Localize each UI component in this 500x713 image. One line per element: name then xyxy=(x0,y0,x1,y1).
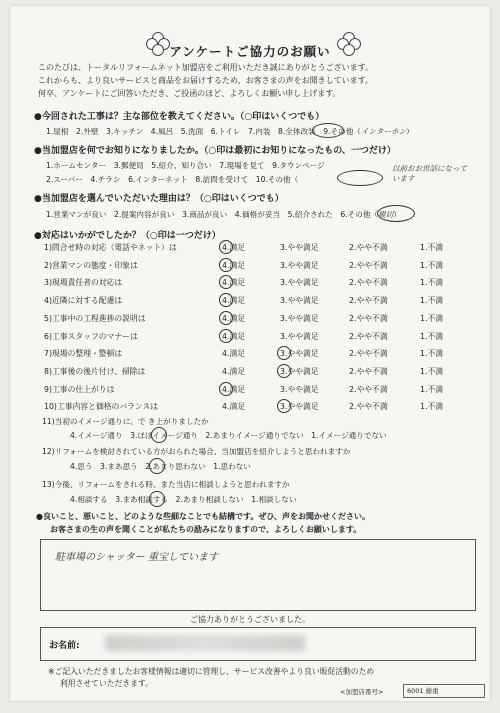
rating-option[interactable]: 3.やや満足 xyxy=(280,384,319,394)
q11-circle-mark xyxy=(151,427,167,443)
rating-question: 8)工事後の後片付け、掃除は xyxy=(44,366,146,376)
rating-question: 4)近隣に対する配慮は xyxy=(44,296,123,306)
q13-circle-mark xyxy=(149,491,165,507)
rating-row xyxy=(44,260,464,272)
rating-row xyxy=(44,366,464,378)
comment-handwritten: 駐車場のシャッター 重宝しています xyxy=(55,552,218,563)
q1-options: 1.屋根 2.外壁 3.キッチン 4.風呂 5.洗面 6.トイレ 7.内装 8.全体改装 9.その他（インターホン） xyxy=(46,127,414,136)
comment-box[interactable] xyxy=(40,539,476,611)
rating-option[interactable]: 4.満足 xyxy=(222,313,246,323)
rating-row xyxy=(44,348,464,360)
q13-options: 4.相談する 3.まあ相談する 2.あまり相談しない 1.相談しない xyxy=(70,495,297,504)
q2-circle-mark xyxy=(337,170,383,186)
q3-options: 1.営業マンが良い 2.提案内容が良い 3.商品が良い 4.価格が妥当 5.紹介された 6.その他（親切） xyxy=(46,210,401,219)
rating-option[interactable]: 3.やや満足 xyxy=(280,349,319,359)
rating-circle-mark xyxy=(219,311,233,325)
rating-question: 5)工事中の工程進捗の説明は xyxy=(44,313,146,323)
rating-option[interactable]: 1.不満 xyxy=(420,278,444,288)
rating-row xyxy=(44,401,464,413)
rating-circle-mark xyxy=(277,364,291,378)
name-label: お名前: xyxy=(49,641,80,651)
rating-option[interactable]: 1.不満 xyxy=(420,331,444,341)
rating-option[interactable]: 2.やや不満 xyxy=(349,243,388,252)
q1-handwritten: インターホン xyxy=(360,127,407,136)
rating-option[interactable]: 2.やや不満 xyxy=(349,296,388,306)
rating-option[interactable]: 4.満足 xyxy=(222,366,246,376)
rating-row xyxy=(44,331,464,343)
rating-option[interactable]: 3.やや満足 xyxy=(280,366,319,376)
rating-question: 2)営業マンの態度・印象は xyxy=(44,260,138,270)
rating-question: 6)工事スタッフのマナーは xyxy=(44,331,138,341)
rating-option[interactable]: 3.やや満足 xyxy=(280,296,319,306)
rating-row xyxy=(44,313,464,325)
q2-line2: 2.スーパー 4.チラシ 6.インターネット 8.訪問を受けて 10.その他（ xyxy=(46,175,299,184)
rating-option[interactable]: 1.不満 xyxy=(420,384,444,394)
q3-handwritten: 親切 xyxy=(378,210,394,219)
q1-label: ●今回された工事は？主な部位を教えてください。（○印はいくつでも） xyxy=(34,112,325,122)
rating-question: 1)問合せ時の対応（電話やネット）は xyxy=(44,243,177,252)
rating-option[interactable]: 4.満足 xyxy=(222,296,246,306)
footer-note-2: 利用させていただきます。 xyxy=(60,679,153,688)
q11-options: 4.イメージ通り 3.ほぼイメージ通り 2.あまりイメージ通りでない 1.イメージ通りでない xyxy=(70,431,387,440)
rating-option[interactable]: 4.満足 xyxy=(222,260,246,270)
store-code-box xyxy=(403,684,485,698)
rating-option[interactable]: 4.満足 xyxy=(222,349,246,359)
rating-option[interactable]: 4.満足 xyxy=(222,331,246,341)
q13-label: 13)今後、リフォームをされる時、また当店に相談しようと思われますか xyxy=(42,480,290,489)
store-code-label: <加盟店番号> xyxy=(340,688,384,696)
rating-circle-mark xyxy=(219,382,233,396)
rating-row xyxy=(44,384,464,396)
q4-label: ●対応はいかがでしたか？（○印は一つだけ） xyxy=(34,231,221,241)
rating-option[interactable]: 4.満足 xyxy=(222,384,246,394)
rating-question: 7)現場の整理・整頓は xyxy=(44,349,123,359)
rating-option[interactable]: 1.不満 xyxy=(420,260,444,270)
q12-circle-mark xyxy=(149,458,165,474)
survey-sheet xyxy=(10,6,490,701)
redacted-name xyxy=(105,635,305,651)
rating-row xyxy=(44,277,464,289)
rating-option[interactable]: 3.やや満足 xyxy=(280,402,319,412)
thanks-text: ご協力ありがとうございました。 xyxy=(190,615,310,624)
rating-option[interactable]: 2.やや不満 xyxy=(349,313,388,323)
q3-circle-mark xyxy=(377,205,415,222)
rating-option[interactable]: 2.やや不満 xyxy=(349,349,388,359)
rating-question: 10)工事内容と価格のバランスは xyxy=(44,402,159,412)
q3-label: ●当加盟店を選んでいただいた理由は？（○印はいくつでも） xyxy=(34,194,284,204)
rating-option[interactable]: 3.やや満足 xyxy=(280,313,319,323)
rating-option[interactable]: 3.やや満足 xyxy=(280,331,319,341)
rating-circle-mark xyxy=(219,329,233,343)
intro-text: このたびは、トータルリフォームネット加盟店をご利用いただき誠にありがとうございます。 これからも、より良いサービスと商品をお届けするため、お客さまの声をお聞きしています。 何卒、アンケートにご回答いただき、ご投函のほど、よろしくお願い申し上げます。 xyxy=(38,63,374,98)
rating-circle-mark xyxy=(219,240,233,254)
rating-option[interactable]: 1.不満 xyxy=(420,402,444,412)
q2-handwritten: 以前おお世話になっています xyxy=(392,164,467,183)
store-code-value: 6001 藤重 xyxy=(407,687,439,695)
q1-circle-mark xyxy=(312,123,344,138)
comment-label-1: ●良いこと、悪いこと、どのような些細なことでも結構です。ぜひ、声をお聞かせください。 xyxy=(36,512,371,521)
rating-option[interactable]: 1.不満 xyxy=(420,313,444,323)
rating-question: 9)工事の仕上がりは xyxy=(44,384,115,394)
page-title: アンケートご協力のお願い xyxy=(169,44,331,59)
rating-question: 3)現場責任者の対応は xyxy=(44,278,123,288)
rating-option[interactable]: 1.不満 xyxy=(420,296,444,306)
rating-option[interactable]: 2.やや不満 xyxy=(349,366,388,376)
rating-option[interactable]: 2.やや不満 xyxy=(349,384,388,394)
rating-circle-mark xyxy=(219,293,233,307)
rating-option[interactable]: 1.不満 xyxy=(420,366,444,376)
q2-label: ●当加盟店を何でお知りになりましたか。（○印は最初にお知りになったもの、一つだけ） xyxy=(34,146,396,156)
footer-note-1: ※ご記入いただきましたお客様情報は適切に管理し、サービス改善やより良い販促活動のため xyxy=(48,667,375,676)
rating-option[interactable]: 1.不満 xyxy=(420,349,444,359)
rating-option[interactable]: 2.やや不満 xyxy=(349,402,388,412)
rating-row xyxy=(44,295,464,307)
rating-option[interactable]: 4.満足 xyxy=(222,243,246,252)
rating-row xyxy=(44,242,464,254)
rating-option[interactable]: 4.満足 xyxy=(222,402,246,412)
q12-label: 12)リフォームを検討されている方がおられた場合、当加盟店を紹介しようと思われますか xyxy=(42,447,351,456)
rating-option[interactable]: 1.不満 xyxy=(420,243,444,252)
comment-label-2: お客さまの生の声を聞くことが私たちの励みになりますので、よろしくお願いします。 xyxy=(50,525,362,534)
q11-label: 11)当初のイメージ通りに、で き上がりましたか xyxy=(42,417,209,426)
rating-option[interactable]: 3.やや満足 xyxy=(280,260,319,270)
rating-option[interactable]: 4.満足 xyxy=(222,278,246,288)
rating-circle-mark xyxy=(219,258,233,272)
rating-option[interactable]: 3.やや満足 xyxy=(280,278,319,288)
q12-options: 4.思う 3.まあ思う 2.あまり思わない 1.思わない xyxy=(70,462,251,471)
rating-option[interactable]: 2.やや不満 xyxy=(349,260,388,270)
q2-line1: 1.ホームセンター 3.郵便局 5.紹介、知り合い 7.現場を見て 9.タウンページ xyxy=(46,161,325,170)
rating-option[interactable]: 3.やや満足 xyxy=(280,243,319,252)
rating-option[interactable]: 2.やや不満 xyxy=(349,331,388,341)
rating-option[interactable]: 2.やや不満 xyxy=(349,278,388,288)
